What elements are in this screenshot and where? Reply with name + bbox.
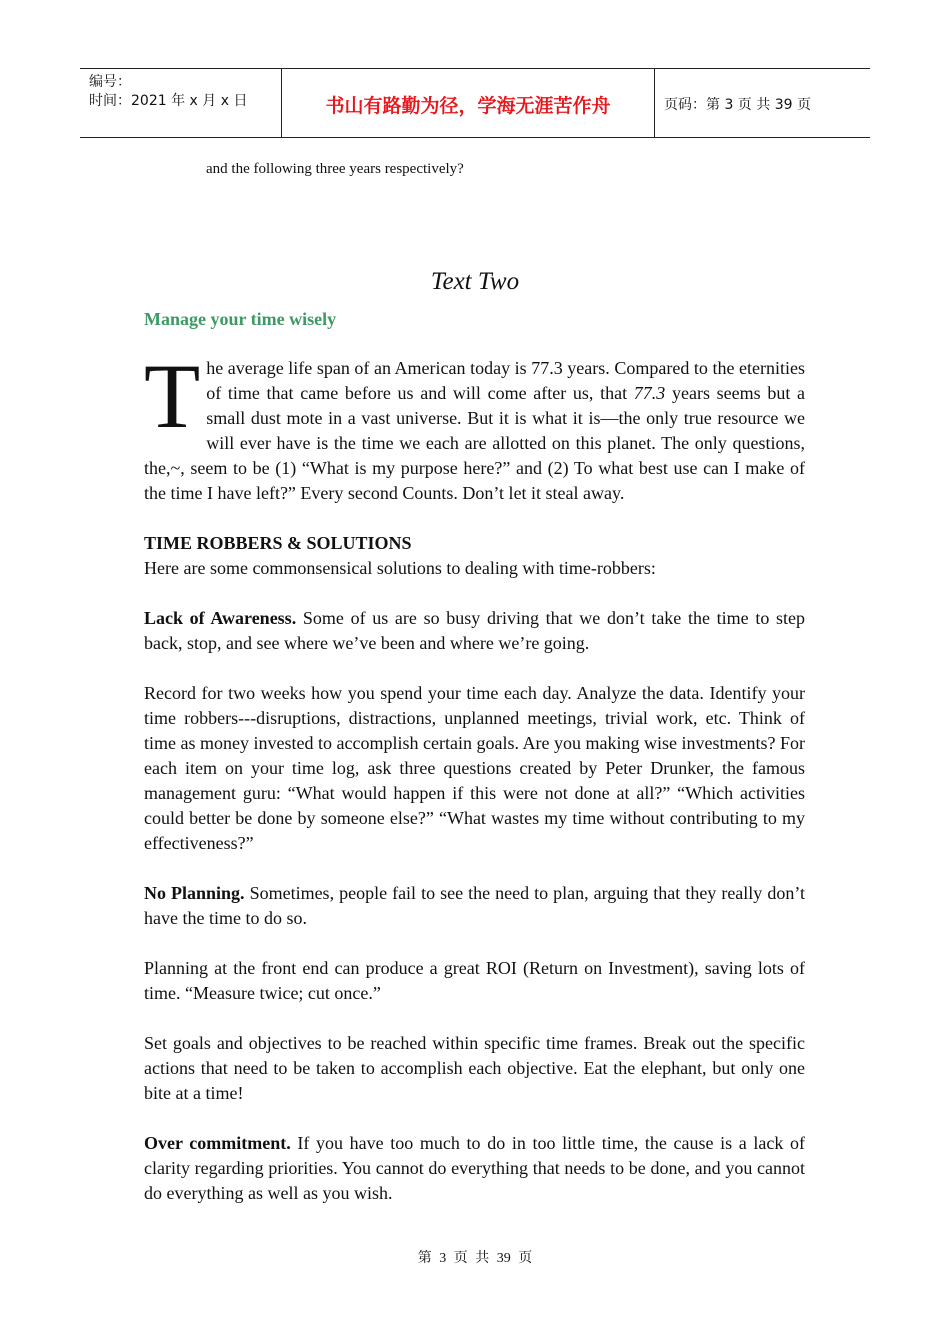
planning-text: Sometimes, people fail to see the need to plan, arguing that they really don’t have the time to do so.: [144, 883, 805, 928]
section-title: Text Two: [430, 268, 520, 295]
header-info-cell: [80, 69, 282, 137]
intro-paragraph: [144, 345, 805, 506]
page-footer: 第 3 页 共 39 页: [417, 1251, 533, 1266]
awareness-paragraph: [144, 606, 805, 656]
continued-text-line: and the following three years respectively?: [206, 161, 464, 177]
goals-paragraph: Set goals and objectives to be reached within specific time frames. Break out the specific actions that need to be taken to accomplish each objective. Eat the elephant, but only one bite at a time!: [144, 1033, 805, 1103]
header-motto-cell: [282, 69, 655, 137]
record-paragraph: Record for two weeks how you spend your time each day. Analyze the data. Identify your time robbers---disruptions, distractions, unplanned meetings, trivial work, etc. Think of time as money invested to accomplish certain goals. Are you making wise investments? For each item on your time log, ask three questions created by Peter Drunker, the famous management guru: “What would happen if this were not done at all?” “Which activities could better be done by someone else?” “What wastes my time without contributing to my effectiveness?”: [144, 683, 805, 853]
planning-paragraph: [144, 881, 805, 931]
robbers-intro: Here are some commonsensical solutions to dealing with time-robbers:: [144, 558, 656, 578]
awareness-title: Lack of Awareness.: [144, 608, 297, 628]
document-id-label: 编号：: [89, 74, 131, 90]
overcommit-title: Over commitment.: [144, 1133, 291, 1153]
intro-italic-number: 77.3: [633, 383, 666, 403]
page-header: [80, 68, 870, 138]
document-date-label: 时间：2021 年 x 月 x 日: [89, 93, 248, 109]
intro-text-end: years seems but a small dust mote in a vast universe. But it is what it is—the only true resource we will ever have is the time we each are allotted on this planet. The only questions, the,~, seem to be (1) “What is my purpose here?” and (2) To what best use can I make of the time I have left?” Every second Counts. Don’t let it steal away.: [144, 383, 805, 503]
overcommit-paragraph: [144, 1131, 805, 1206]
header-page-cell: [655, 69, 870, 137]
header-motto: 书山有路勤为径，学海无涯苦作舟: [325, 95, 611, 117]
robbers-section: [144, 531, 805, 581]
header-page-code: 页码：第 3 页 共 39 页: [664, 97, 811, 113]
overcommit-text: If you have too much to do in too little time, the cause is a lack of clarity regarding priorities. You cannot do everything that needs to be done, and you cannot do everything as well as you wish.: [144, 1133, 805, 1203]
article-body: [144, 345, 805, 1231]
article-subtitle: Manage your time wisely: [144, 309, 337, 329]
intro-text-start: he average life span of an American today is 77.3 years. Compared to the eternities of time that came before us and will come after us, that: [206, 358, 805, 403]
planning-title: No Planning.: [144, 883, 245, 903]
robbers-heading: TIME ROBBERS & SOLUTIONS: [144, 533, 412, 553]
awareness-text: Some of us are so busy driving that we don’t take the time to step back, stop, and see where we’ve been and where we’re going.: [144, 608, 805, 653]
drop-cap: T: [144, 345, 201, 447]
planning-roi-paragraph: Planning at the front end can produce a great ROI (Return on Investment), saving lots of time. “Measure twice; cut once.”: [144, 958, 805, 1003]
